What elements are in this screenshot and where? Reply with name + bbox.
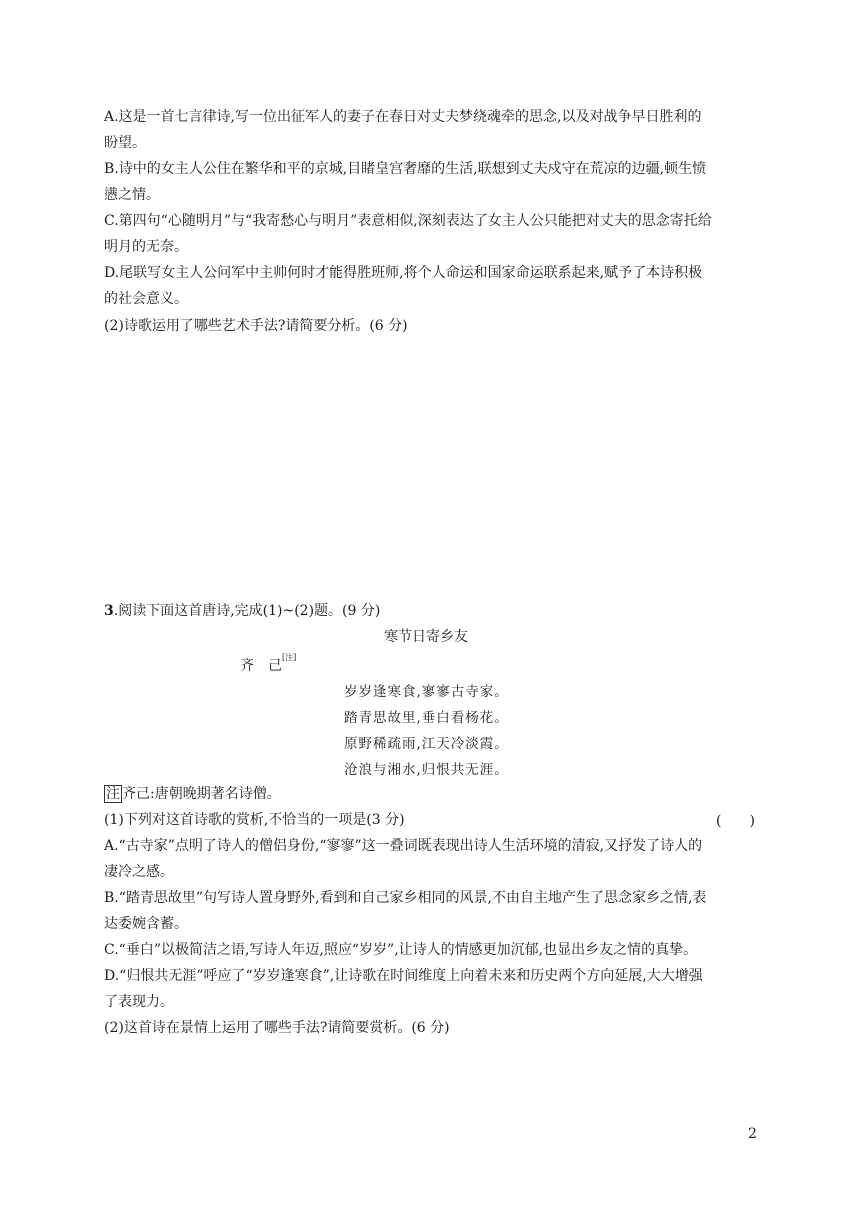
- q3-subquestion-1: (1)下列对这首诗歌的赏析,不恰当的一项是(3 分): [104, 812, 405, 828]
- q3-intro-text: .阅读下面这首唐诗,完成(1)~(2)题。(9 分): [113, 603, 381, 619]
- page-number: 2: [748, 1126, 757, 1142]
- q3-option-c-line1: C.“垂白”以极简洁之语,写诗人年迈,照应“岁岁”,让诗人的情感更加沉郁,也显出乡友之情的真挚。: [104, 942, 698, 958]
- q3-option-a-line1: A.“古寺家”点明了诗人的僧侣身份,“寥寥”这一叠词既表现出诗人生活环境的清寂,又抒发了诗人的: [104, 838, 703, 854]
- q3-option-b-line1: B.“踏青思故里”句写诗人置身野外,看到和自己家乡相同的风景,不由自主地产生了思念家乡之情,表: [104, 890, 707, 906]
- q2-option-a-line1: A.这是一首七言律诗,写一位出征军人的妻子在春日对丈夫梦绕魂牵的思念,以及对战争早日胜利的: [104, 109, 702, 125]
- q2-subquestion-2: (2)诗歌运用了哪些艺术手法?请简要分析。(6 分): [104, 318, 408, 334]
- q3-option-d-line2: 了表现力。: [104, 994, 174, 1010]
- q2-option-c-line1: C.第四句“心随明月”与“我寄愁心与明月”表意相似,深刻表达了女主人公只能把对丈夫的思念寄托给: [104, 213, 712, 229]
- poem-title: 寒节日寄乡友: [384, 629, 468, 645]
- author-note-mark: [注]: [282, 653, 297, 662]
- q2-option-c-line2: 明月的无奈。: [104, 239, 188, 255]
- poem-line-1: 岁岁逢寒食,寥寥古寺家。: [344, 684, 509, 700]
- poem-note: [104, 784, 281, 804]
- q2-option-b-line1: B.诗中的女主人公住在繁华和平的京城,目睹皇宫奢靡的生活,联想到丈夫戍守在荒凉的边疆,顿生愤: [104, 161, 707, 177]
- poem-author: [240, 655, 296, 675]
- q3-option-d-line1: D.“归恨共无涯”呼应了“岁岁逢寒食”,让诗歌在时间维度上向着未来和历史两个方向延展,大大增强: [104, 968, 703, 984]
- q3-number: 3: [104, 603, 114, 619]
- answer-parentheses: ( ): [716, 813, 755, 829]
- q2-option-a-line2: 盼望。: [104, 135, 146, 151]
- q2-option-d-line1: D.尾联写女主人公问军中主帅何时才能得胜班师,将个人命运和国家命运联系起来,赋予了本诗积极: [104, 265, 703, 281]
- poem-line-4: 沧浪与湘水,归恨共无涯。: [344, 762, 509, 778]
- q2-option-b-line2: 懑之情。: [104, 187, 160, 203]
- poem-line-2: 踏青思故里,垂白看杨花。: [344, 710, 509, 726]
- note-label: 注: [106, 786, 120, 802]
- q3-intro: [104, 601, 380, 621]
- q3-option-a-line2: 凄冷之感。: [104, 864, 174, 880]
- poem-line-3: 原野稀疏雨,江天冷淡霞。: [344, 736, 509, 752]
- note-text: 齐己:唐朝晚期著名诗僧。: [122, 786, 281, 802]
- author-name: 齐 己: [240, 658, 282, 674]
- q2-option-d-line2: 的社会意义。: [104, 291, 188, 307]
- q3-option-b-line2: 达委婉含蓄。: [104, 916, 188, 932]
- q3-subquestion-2: (2)这首诗在景情上运用了哪些手法?请简要赏析。(6 分): [104, 1020, 450, 1036]
